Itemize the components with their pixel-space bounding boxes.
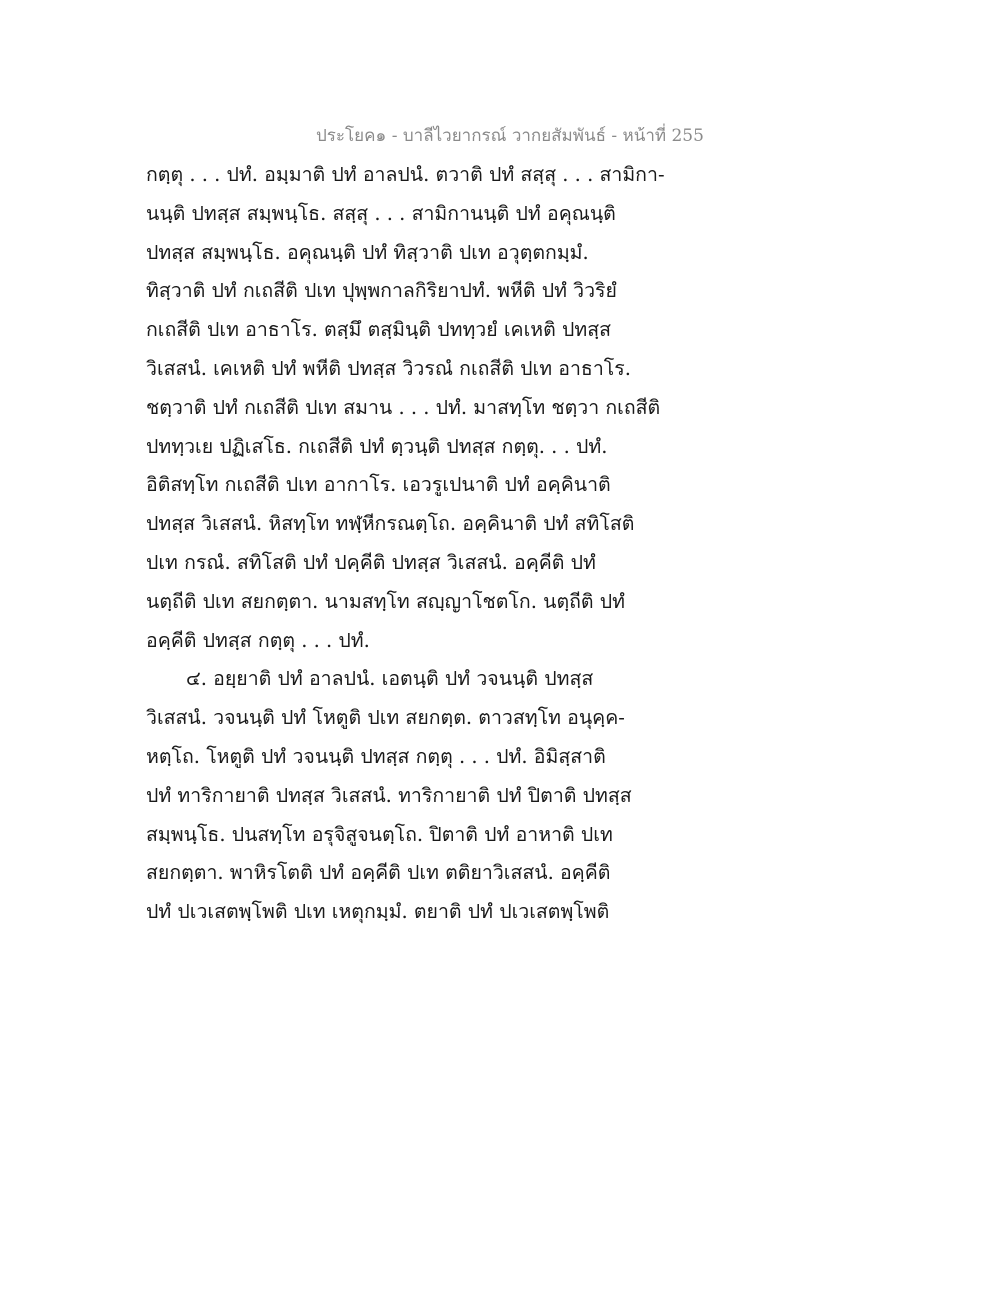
text-line: ทิสฺวาติ ปทํ กเถสีติ ปเท ปุพฺพกาลกิริยาปทํ. พหีติ ปทํ วิวริยํ — [146, 279, 617, 303]
text-line: อคฺคีติ ปทสฺส กตฺตุ . . . ปทํ. — [146, 628, 370, 652]
text-line: สมฺพนฺโธ. ปนสทฺโท อรุจิสูจนตฺโถ. ปิตาติ ปทํ อาหาติ ปเท — [146, 822, 613, 846]
text-line: ปทสฺส วิเสสนํ. หิสทฺโท ทฬฺหีกรณตฺโถ. อคฺคินาติ ปทํ สทิโสติ — [146, 512, 635, 536]
text-line: ปททฺวเย ปฏิเสโธ. กเถสีติ ปทํ ตฺวนฺติ ปทสฺส กตฺตุ. . . ปทํ. — [146, 434, 608, 458]
text-line: ชตฺวาติ ปทํ กเถสีติ ปเท สมาน . . . ปทํ. มาสทฺโท ชตฺวา กเถสีติ — [146, 395, 661, 419]
text-line: นตฺถีติ ปเท สยกตฺตา. นามสทฺโท สญฺญาโชตโก. นตฺถีติ ปทํ — [146, 589, 626, 613]
body-text — [146, 156, 666, 932]
text-line: นนฺติ ปทสฺส สมฺพนฺโธ. สสฺสุ . . . สามิกานนฺติ ปทํ อคุณนฺติ — [146, 201, 616, 225]
text-line: วิเสสนํ. เคเหติ ปทํ พหีติ ปทสฺส วิวรณํ กเถสีติ ปเท อาธาโร. — [146, 356, 631, 380]
text-line: ปทํ ปเวเสตพฺโพติ ปเท เหตุกมฺมํ. ตยาติ ปทํ ปเวเสตพฺโพติ — [146, 900, 610, 924]
text-line: ปทสฺส สมฺพนฺโธ. อคุณนฺติ ปทํ ทิสฺวาติ ปเท อวุตฺตกมฺมํ. — [146, 240, 589, 264]
text-line: กเถสีติ ปเท อาธาโร. ตสฺมึ ตสฺมินฺติ ปททฺวยํ เคเหติ ปทสฺส — [146, 318, 612, 342]
text-line: สยกตฺตา. พาหิรโตติ ปทํ อคฺคีติ ปเท ตติยาวิเสสนํ. อคฺคีติ — [146, 861, 611, 885]
text-line: ปทํ ทาริกายาติ ปทสฺส วิเสสนํ. ทาริกายาติ ปทํ ปิตาติ ปทสฺส — [146, 783, 632, 807]
text-line: ปเท กรณํ. สทิโสติ ปทํ ปคฺคีติ ปทสฺส วิเสสนํ. อคฺคีติ ปทํ — [146, 550, 596, 574]
text-line: วิเสสนํ. วจนนฺติ ปทํ โหตูติ ปเท สยกตฺต. ตาวสทฺโท อนุคฺค- — [146, 706, 625, 730]
running-header: ประโยค๑ - บาลีไวยากรณ์ วากยสัมพันธ์ - หน้าที่ 255 — [316, 126, 704, 146]
paragraph-start-line: ๔. อยฺยาติ ปทํ อาลปนํ. เอตนฺติ ปทํ วจนนฺติ ปทสฺส — [186, 667, 594, 691]
text-line: อิติสทฺโท กเถสีติ ปเท อากาโร. เอวรูเปนาติ ปทํ อคฺคินาติ — [146, 473, 611, 497]
text-line: กตฺตุ . . . ปทํ. อมฺมาติ ปทํ อาลปนํ. ตวาติ ปทํ สสฺสุ . . . สามิกา- — [146, 163, 665, 186]
text-line: หตฺโถ. โหตูติ ปทํ วจนนฺติ ปทสฺส กตฺตุ . . . ปทํ. อิมิสฺสาติ — [146, 744, 606, 768]
